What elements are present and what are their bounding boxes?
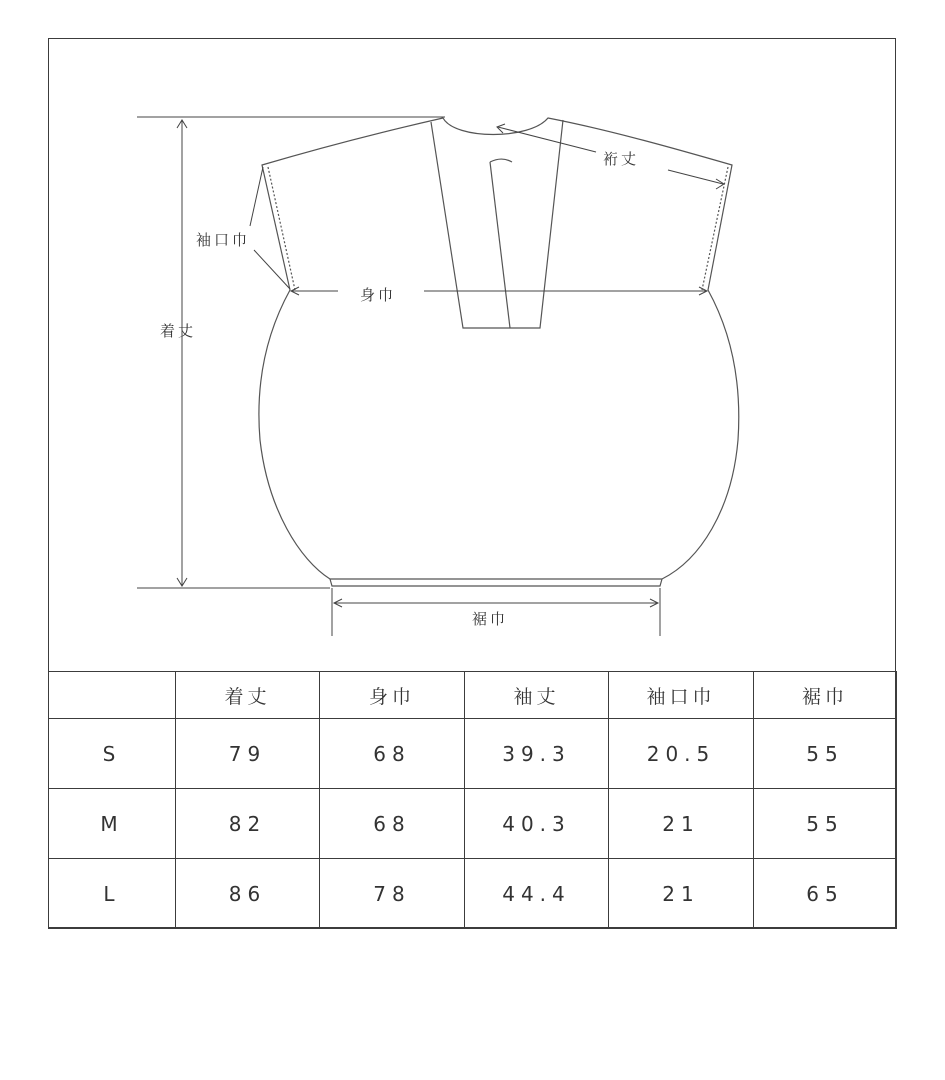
table-row <box>49 789 897 859</box>
value-cell: 79 <box>176 719 320 789</box>
header-hem-width: 裾巾 <box>754 672 897 719</box>
value-cell: 21 <box>609 859 754 929</box>
body-width-label: 身巾 <box>360 286 397 304</box>
header-body-width: 身巾 <box>320 672 465 719</box>
value-cell: 55 <box>754 719 897 789</box>
size-cell: L <box>49 859 176 929</box>
size-table <box>48 671 897 929</box>
header-cuff-width: 袖口巾 <box>609 672 754 719</box>
stitch-right-sleeve <box>702 167 728 290</box>
value-cell: 55 <box>754 789 897 859</box>
header-size-corner <box>49 672 176 719</box>
value-cell: 44.4 <box>465 859 609 929</box>
placket-center <box>490 162 510 328</box>
size-cell: M <box>49 789 176 859</box>
value-cell: 39.3 <box>465 719 609 789</box>
length-label: 着丈 <box>160 322 197 340</box>
cuff-width-line-b <box>254 250 290 289</box>
cuff-width-line-a <box>250 167 263 226</box>
size-cell: S <box>49 719 176 789</box>
value-cell: 82 <box>176 789 320 859</box>
value-cell: 68 <box>320 719 465 789</box>
header-sleeve-length: 袖丈 <box>465 672 609 719</box>
value-cell: 68 <box>320 789 465 859</box>
value-cell: 20.5 <box>609 719 754 789</box>
hem-width-label: 裾巾 <box>472 610 509 628</box>
header-length: 着丈 <box>176 672 320 719</box>
value-cell: 78 <box>320 859 465 929</box>
cuff-width-label: 袖口巾 <box>196 231 251 249</box>
garment-outline <box>259 118 739 579</box>
value-cell: 65 <box>754 859 897 929</box>
value-cell: 21 <box>609 789 754 859</box>
value-cell: 86 <box>176 859 320 929</box>
sleeve-length-line-a <box>498 127 596 152</box>
sleeve-length-line-b <box>668 170 723 184</box>
table-row <box>49 859 897 929</box>
neck-slit <box>490 159 512 162</box>
table-row <box>49 719 897 789</box>
hem-band <box>330 579 662 586</box>
value-cell: 40.3 <box>465 789 609 859</box>
stitch-left-sleeve <box>268 167 295 290</box>
table-header-row <box>49 672 897 719</box>
sleeve-length-label: 裄丈 <box>603 150 640 168</box>
placket-right <box>510 120 563 328</box>
